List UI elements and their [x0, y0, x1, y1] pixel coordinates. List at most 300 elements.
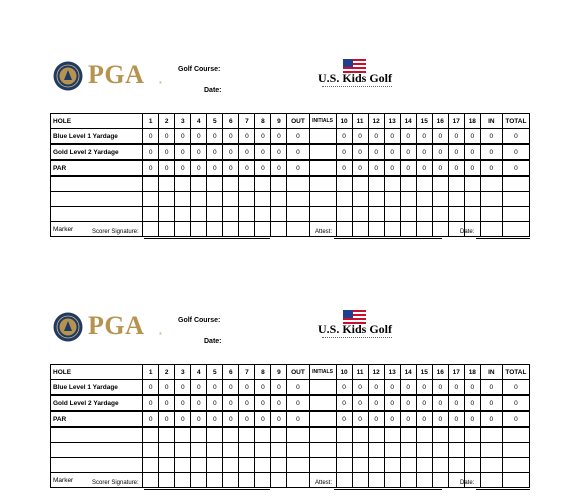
- score-cell[interactable]: [309, 176, 336, 192]
- score-cell[interactable]: [159, 473, 175, 488]
- score-cell[interactable]: [223, 458, 239, 473]
- score-cell[interactable]: [239, 222, 255, 237]
- score-cell[interactable]: [255, 473, 271, 488]
- score-cell[interactable]: [384, 207, 400, 222]
- score-cell[interactable]: 0: [416, 380, 432, 396]
- score-cell[interactable]: 0: [287, 395, 309, 411]
- score-cell[interactable]: [502, 192, 529, 207]
- score-cell[interactable]: 0: [336, 380, 352, 396]
- score-cell[interactable]: 0: [352, 395, 368, 411]
- score-cell[interactable]: [175, 176, 191, 192]
- score-cell[interactable]: [207, 222, 223, 237]
- score-cell[interactable]: 0: [223, 129, 239, 145]
- score-cell[interactable]: [159, 207, 175, 222]
- score-cell[interactable]: 0: [143, 144, 159, 160]
- score-cell[interactable]: 0: [287, 160, 309, 176]
- score-cell[interactable]: [239, 192, 255, 207]
- score-cell[interactable]: [448, 458, 464, 473]
- score-cell[interactable]: 0: [368, 129, 384, 145]
- player-name-cell[interactable]: [51, 458, 143, 473]
- score-cell[interactable]: 0: [368, 380, 384, 396]
- score-cell[interactable]: [502, 222, 529, 237]
- score-cell[interactable]: 0: [239, 380, 255, 396]
- score-cell[interactable]: [336, 473, 352, 488]
- score-cell[interactable]: [352, 458, 368, 473]
- score-cell[interactable]: [352, 473, 368, 488]
- score-cell[interactable]: [255, 458, 271, 473]
- score-cell[interactable]: [287, 473, 309, 488]
- score-cell[interactable]: [368, 458, 384, 473]
- score-cell[interactable]: 0: [416, 411, 432, 427]
- score-cell[interactable]: [143, 427, 159, 443]
- score-cell[interactable]: 0: [432, 160, 448, 176]
- score-cell[interactable]: [271, 192, 287, 207]
- score-cell[interactable]: [416, 458, 432, 473]
- score-cell[interactable]: 0: [400, 395, 416, 411]
- score-cell[interactable]: [416, 473, 432, 488]
- score-cell[interactable]: [368, 443, 384, 458]
- score-cell[interactable]: 0: [239, 144, 255, 160]
- score-cell[interactable]: [175, 192, 191, 207]
- score-cell[interactable]: [432, 192, 448, 207]
- score-cell[interactable]: [159, 192, 175, 207]
- score-cell[interactable]: 0: [175, 411, 191, 427]
- score-cell[interactable]: [207, 443, 223, 458]
- score-cell[interactable]: [448, 207, 464, 222]
- score-cell[interactable]: 0: [384, 160, 400, 176]
- score-cell[interactable]: [400, 443, 416, 458]
- score-cell[interactable]: 0: [207, 395, 223, 411]
- score-cell[interactable]: 0: [384, 144, 400, 160]
- score-cell[interactable]: [271, 473, 287, 488]
- score-cell[interactable]: [352, 176, 368, 192]
- score-cell[interactable]: [502, 427, 529, 443]
- score-cell[interactable]: 0: [191, 129, 207, 145]
- score-cell[interactable]: [416, 207, 432, 222]
- score-cell[interactable]: [207, 192, 223, 207]
- score-cell[interactable]: [175, 427, 191, 443]
- score-cell[interactable]: 0: [480, 380, 502, 396]
- score-cell[interactable]: 0: [207, 380, 223, 396]
- score-cell[interactable]: [287, 222, 309, 237]
- score-cell[interactable]: [287, 458, 309, 473]
- score-cell[interactable]: [480, 458, 502, 473]
- score-cell[interactable]: 0: [400, 160, 416, 176]
- score-cell[interactable]: [239, 207, 255, 222]
- score-cell[interactable]: 0: [143, 380, 159, 396]
- score-cell[interactable]: 0: [480, 395, 502, 411]
- score-cell[interactable]: [464, 443, 480, 458]
- score-cell[interactable]: [480, 443, 502, 458]
- score-cell[interactable]: [384, 192, 400, 207]
- scorer-signature-field[interactable]: [144, 489, 270, 490]
- score-cell[interactable]: 0: [502, 395, 529, 411]
- score-cell[interactable]: [480, 176, 502, 192]
- score-cell[interactable]: [432, 176, 448, 192]
- score-cell[interactable]: 0: [223, 380, 239, 396]
- score-cell[interactable]: 0: [271, 160, 287, 176]
- score-cell[interactable]: [432, 207, 448, 222]
- score-cell[interactable]: 0: [223, 395, 239, 411]
- score-cell[interactable]: 0: [416, 395, 432, 411]
- signature-date-field[interactable]: [476, 238, 530, 239]
- scorer-signature-field[interactable]: [144, 238, 270, 239]
- score-cell[interactable]: 0: [287, 411, 309, 427]
- score-cell[interactable]: [336, 176, 352, 192]
- score-cell[interactable]: [448, 427, 464, 443]
- score-cell[interactable]: [239, 473, 255, 488]
- score-cell[interactable]: [255, 192, 271, 207]
- score-cell[interactable]: [239, 458, 255, 473]
- score-cell[interactable]: 0: [207, 160, 223, 176]
- score-cell[interactable]: [143, 176, 159, 192]
- score-cell[interactable]: 0: [159, 380, 175, 396]
- score-cell[interactable]: [207, 207, 223, 222]
- score-cell[interactable]: 0: [352, 129, 368, 145]
- score-cell[interactable]: 0: [384, 395, 400, 411]
- score-cell[interactable]: [480, 222, 502, 237]
- score-cell[interactable]: [368, 427, 384, 443]
- score-cell[interactable]: 0: [448, 380, 464, 396]
- score-cell[interactable]: [336, 207, 352, 222]
- score-cell[interactable]: [143, 222, 159, 237]
- score-cell[interactable]: 0: [448, 395, 464, 411]
- score-cell[interactable]: 0: [159, 411, 175, 427]
- player-name-cell[interactable]: [51, 427, 143, 443]
- score-cell[interactable]: [502, 443, 529, 458]
- score-cell[interactable]: 0: [352, 380, 368, 396]
- score-cell[interactable]: [223, 427, 239, 443]
- score-cell[interactable]: [384, 427, 400, 443]
- score-cell[interactable]: 0: [448, 129, 464, 145]
- score-cell[interactable]: [223, 176, 239, 192]
- score-cell[interactable]: 0: [159, 160, 175, 176]
- score-cell[interactable]: [271, 176, 287, 192]
- score-cell[interactable]: [336, 192, 352, 207]
- score-cell[interactable]: [191, 458, 207, 473]
- score-cell[interactable]: 0: [143, 395, 159, 411]
- score-cell[interactable]: [336, 443, 352, 458]
- score-cell[interactable]: [480, 192, 502, 207]
- score-cell[interactable]: [352, 427, 368, 443]
- score-cell[interactable]: 0: [255, 380, 271, 396]
- score-cell[interactable]: [464, 427, 480, 443]
- score-cell[interactable]: 0: [448, 411, 464, 427]
- score-cell[interactable]: 0: [271, 411, 287, 427]
- score-cell[interactable]: [368, 473, 384, 488]
- score-cell[interactable]: 0: [400, 144, 416, 160]
- score-cell[interactable]: 0: [464, 395, 480, 411]
- score-cell[interactable]: [207, 458, 223, 473]
- score-cell[interactable]: [416, 443, 432, 458]
- score-cell[interactable]: 0: [336, 129, 352, 145]
- score-cell[interactable]: [191, 222, 207, 237]
- score-cell[interactable]: [309, 443, 336, 458]
- score-cell[interactable]: 0: [223, 411, 239, 427]
- score-cell[interactable]: [143, 207, 159, 222]
- player-name-cell[interactable]: [51, 443, 143, 458]
- score-cell[interactable]: [400, 222, 416, 237]
- score-cell[interactable]: [223, 443, 239, 458]
- score-cell[interactable]: [207, 176, 223, 192]
- score-cell[interactable]: 0: [368, 144, 384, 160]
- score-cell[interactable]: 0: [400, 129, 416, 145]
- player-name-cell[interactable]: [51, 192, 143, 207]
- score-cell[interactable]: [255, 222, 271, 237]
- score-cell[interactable]: [309, 129, 336, 145]
- score-cell[interactable]: [336, 222, 352, 237]
- score-cell[interactable]: [400, 473, 416, 488]
- score-cell[interactable]: [309, 144, 336, 160]
- score-cell[interactable]: [400, 427, 416, 443]
- score-cell[interactable]: 0: [384, 129, 400, 145]
- score-cell[interactable]: [191, 207, 207, 222]
- score-cell[interactable]: [384, 473, 400, 488]
- score-cell[interactable]: [448, 192, 464, 207]
- score-cell[interactable]: 0: [416, 144, 432, 160]
- score-cell[interactable]: 0: [255, 411, 271, 427]
- score-cell[interactable]: 0: [223, 144, 239, 160]
- score-cell[interactable]: [159, 176, 175, 192]
- score-cell[interactable]: 0: [352, 144, 368, 160]
- score-cell[interactable]: 0: [448, 144, 464, 160]
- score-cell[interactable]: [239, 443, 255, 458]
- score-cell[interactable]: 0: [432, 395, 448, 411]
- score-cell[interactable]: [502, 458, 529, 473]
- score-cell[interactable]: [287, 427, 309, 443]
- score-cell[interactable]: [368, 176, 384, 192]
- score-cell[interactable]: [255, 443, 271, 458]
- score-cell[interactable]: [271, 222, 287, 237]
- score-cell[interactable]: [191, 473, 207, 488]
- score-cell[interactable]: 0: [336, 160, 352, 176]
- score-cell[interactable]: 0: [223, 160, 239, 176]
- score-cell[interactable]: 0: [143, 411, 159, 427]
- score-cell[interactable]: 0: [287, 380, 309, 396]
- score-cell[interactable]: [400, 207, 416, 222]
- score-cell[interactable]: 0: [255, 160, 271, 176]
- score-cell[interactable]: 0: [400, 380, 416, 396]
- score-cell[interactable]: 0: [400, 411, 416, 427]
- score-cell[interactable]: [223, 207, 239, 222]
- score-cell[interactable]: [239, 427, 255, 443]
- score-cell[interactable]: 0: [336, 411, 352, 427]
- score-cell[interactable]: 0: [432, 380, 448, 396]
- score-cell[interactable]: 0: [480, 144, 502, 160]
- score-cell[interactable]: [271, 427, 287, 443]
- score-cell[interactable]: [239, 176, 255, 192]
- score-cell[interactable]: 0: [287, 129, 309, 145]
- score-cell[interactable]: 0: [432, 411, 448, 427]
- score-cell[interactable]: 0: [336, 395, 352, 411]
- score-cell[interactable]: 0: [271, 395, 287, 411]
- score-cell[interactable]: 0: [255, 395, 271, 411]
- score-cell[interactable]: [255, 176, 271, 192]
- score-cell[interactable]: [336, 458, 352, 473]
- score-cell[interactable]: 0: [448, 160, 464, 176]
- score-cell[interactable]: 0: [159, 129, 175, 145]
- score-cell[interactable]: 0: [175, 144, 191, 160]
- score-cell[interactable]: 0: [239, 129, 255, 145]
- score-cell[interactable]: [368, 222, 384, 237]
- score-cell[interactable]: 0: [384, 411, 400, 427]
- score-cell[interactable]: [271, 207, 287, 222]
- score-cell[interactable]: [352, 207, 368, 222]
- score-cell[interactable]: 0: [159, 144, 175, 160]
- score-cell[interactable]: [384, 222, 400, 237]
- score-cell[interactable]: 0: [464, 160, 480, 176]
- score-cell[interactable]: [464, 458, 480, 473]
- score-cell[interactable]: 0: [432, 129, 448, 145]
- score-cell[interactable]: [309, 395, 336, 411]
- score-cell[interactable]: [175, 222, 191, 237]
- score-cell[interactable]: 0: [207, 411, 223, 427]
- score-cell[interactable]: [175, 458, 191, 473]
- score-cell[interactable]: 0: [336, 144, 352, 160]
- score-cell[interactable]: [159, 427, 175, 443]
- score-cell[interactable]: 0: [191, 380, 207, 396]
- score-cell[interactable]: 0: [239, 160, 255, 176]
- score-cell[interactable]: [336, 427, 352, 443]
- score-cell[interactable]: 0: [207, 129, 223, 145]
- player-name-cell[interactable]: [51, 176, 143, 192]
- score-cell[interactable]: 0: [464, 144, 480, 160]
- score-cell[interactable]: [384, 443, 400, 458]
- score-cell[interactable]: 0: [368, 160, 384, 176]
- score-cell[interactable]: [223, 473, 239, 488]
- score-cell[interactable]: [287, 176, 309, 192]
- score-cell[interactable]: [287, 207, 309, 222]
- score-cell[interactable]: 0: [175, 395, 191, 411]
- score-cell[interactable]: [448, 443, 464, 458]
- score-cell[interactable]: 0: [175, 380, 191, 396]
- score-cell[interactable]: 0: [175, 129, 191, 145]
- score-cell[interactable]: [384, 176, 400, 192]
- score-cell[interactable]: 0: [239, 395, 255, 411]
- score-cell[interactable]: 0: [464, 129, 480, 145]
- score-cell[interactable]: 0: [175, 160, 191, 176]
- score-cell[interactable]: [480, 473, 502, 488]
- score-cell[interactable]: 0: [368, 395, 384, 411]
- score-cell[interactable]: [175, 207, 191, 222]
- score-cell[interactable]: 0: [464, 411, 480, 427]
- score-cell[interactable]: [432, 473, 448, 488]
- score-cell[interactable]: [309, 380, 336, 396]
- score-cell[interactable]: 0: [432, 144, 448, 160]
- score-cell[interactable]: [416, 176, 432, 192]
- score-cell[interactable]: [464, 207, 480, 222]
- score-cell[interactable]: [309, 427, 336, 443]
- score-cell[interactable]: [309, 160, 336, 176]
- score-cell[interactable]: [352, 192, 368, 207]
- score-cell[interactable]: [464, 176, 480, 192]
- score-cell[interactable]: [271, 458, 287, 473]
- score-cell[interactable]: [448, 176, 464, 192]
- score-cell[interactable]: 0: [464, 380, 480, 396]
- score-cell[interactable]: [502, 473, 529, 488]
- score-cell[interactable]: 0: [271, 380, 287, 396]
- score-cell[interactable]: [368, 207, 384, 222]
- score-cell[interactable]: [255, 427, 271, 443]
- score-cell[interactable]: 0: [191, 395, 207, 411]
- score-cell[interactable]: [175, 443, 191, 458]
- score-cell[interactable]: [309, 192, 336, 207]
- score-cell[interactable]: [502, 207, 529, 222]
- score-cell[interactable]: [159, 443, 175, 458]
- score-cell[interactable]: [432, 443, 448, 458]
- score-cell[interactable]: 0: [255, 129, 271, 145]
- score-cell[interactable]: 0: [191, 411, 207, 427]
- score-cell[interactable]: [309, 411, 336, 427]
- score-cell[interactable]: 0: [239, 411, 255, 427]
- score-cell[interactable]: [480, 207, 502, 222]
- score-cell[interactable]: [464, 192, 480, 207]
- score-cell[interactable]: [309, 207, 336, 222]
- score-cell[interactable]: [384, 458, 400, 473]
- score-cell[interactable]: [416, 192, 432, 207]
- score-cell[interactable]: [191, 176, 207, 192]
- score-cell[interactable]: [191, 443, 207, 458]
- score-cell[interactable]: 0: [287, 144, 309, 160]
- score-cell[interactable]: 0: [352, 160, 368, 176]
- score-cell[interactable]: 0: [159, 395, 175, 411]
- score-cell[interactable]: [191, 427, 207, 443]
- score-cell[interactable]: [143, 443, 159, 458]
- score-cell[interactable]: [502, 176, 529, 192]
- score-cell[interactable]: [143, 192, 159, 207]
- score-cell[interactable]: [271, 443, 287, 458]
- score-cell[interactable]: [400, 176, 416, 192]
- score-cell[interactable]: 0: [384, 380, 400, 396]
- score-cell[interactable]: [352, 222, 368, 237]
- score-cell[interactable]: [191, 192, 207, 207]
- score-cell[interactable]: [432, 222, 448, 237]
- score-cell[interactable]: 0: [502, 380, 529, 396]
- score-cell[interactable]: [416, 222, 432, 237]
- score-cell[interactable]: 0: [502, 144, 529, 160]
- score-cell[interactable]: [400, 458, 416, 473]
- attest-signature-field[interactable]: [334, 489, 442, 490]
- score-cell[interactable]: [287, 443, 309, 458]
- score-cell[interactable]: [159, 222, 175, 237]
- score-cell[interactable]: [255, 207, 271, 222]
- score-cell[interactable]: [432, 458, 448, 473]
- score-cell[interactable]: 0: [480, 129, 502, 145]
- score-cell[interactable]: [159, 458, 175, 473]
- score-cell[interactable]: [143, 473, 159, 488]
- score-cell[interactable]: [352, 443, 368, 458]
- signature-date-field[interactable]: [476, 489, 530, 490]
- score-cell[interactable]: [143, 458, 159, 473]
- score-cell[interactable]: 0: [502, 411, 529, 427]
- score-cell[interactable]: [480, 427, 502, 443]
- score-cell[interactable]: 0: [352, 411, 368, 427]
- score-cell[interactable]: 0: [480, 160, 502, 176]
- score-cell[interactable]: 0: [271, 129, 287, 145]
- score-cell[interactable]: [207, 473, 223, 488]
- score-cell[interactable]: 0: [191, 160, 207, 176]
- score-cell[interactable]: [400, 192, 416, 207]
- score-cell[interactable]: [309, 458, 336, 473]
- score-cell[interactable]: [175, 473, 191, 488]
- score-cell[interactable]: [207, 427, 223, 443]
- score-cell[interactable]: [368, 192, 384, 207]
- score-cell[interactable]: [223, 192, 239, 207]
- score-cell[interactable]: [287, 192, 309, 207]
- player-name-cell[interactable]: [51, 207, 143, 222]
- score-cell[interactable]: 0: [502, 129, 529, 145]
- score-cell[interactable]: 0: [143, 160, 159, 176]
